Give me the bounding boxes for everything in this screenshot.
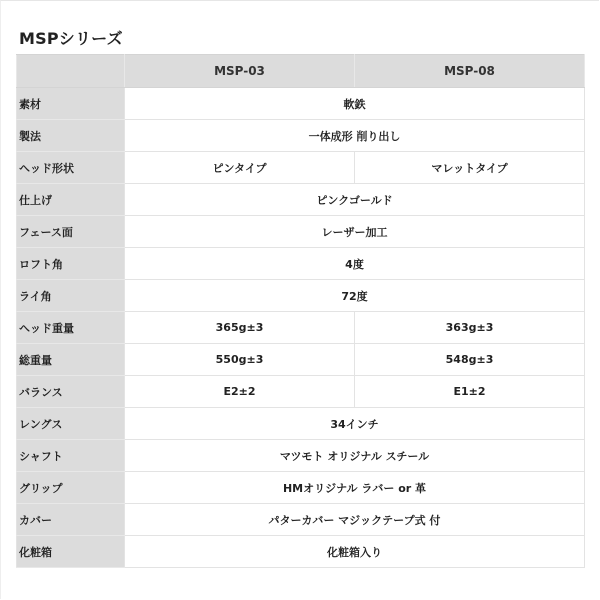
table-row-shaft — [17, 440, 585, 472]
header-corner-cell — [17, 55, 125, 88]
row-label: ヘッド重量 — [17, 312, 125, 344]
row-label: シャフト — [17, 440, 125, 472]
row-value: マツモト オリジナル スチール — [125, 440, 585, 472]
row-value: 72度 — [125, 280, 585, 312]
row-value-msp-08: 363g±3 — [355, 312, 585, 344]
row-label: ロフト角 — [17, 248, 125, 280]
row-label: 総重量 — [17, 344, 125, 376]
row-label: バランス — [17, 376, 125, 408]
table-row-loft — [17, 248, 585, 280]
page-title: MSPシリーズ — [19, 29, 123, 48]
table-row-grip — [17, 472, 585, 504]
table-row-face — [17, 216, 585, 248]
table-row-cover — [17, 504, 585, 536]
row-value: パターカバー マジックテープ式 付 — [125, 504, 585, 536]
table-row-total-weight — [17, 344, 585, 376]
row-label: 素材 — [17, 88, 125, 120]
header-model-msp-08: MSP-08 — [355, 55, 585, 88]
table-row-manufacturing — [17, 120, 585, 152]
table-row-gift-box — [17, 536, 585, 568]
row-label: 化粧箱 — [17, 536, 125, 568]
row-label: フェース面 — [17, 216, 125, 248]
row-value: HMオリジナル ラバー or 革 — [125, 472, 585, 504]
row-value: レーザー加工 — [125, 216, 585, 248]
row-value: 一体成形 削り出し — [125, 120, 585, 152]
row-value-msp-08: E1±2 — [355, 376, 585, 408]
row-value-msp-03: E2±2 — [125, 376, 355, 408]
row-value: 化粧箱入り — [125, 536, 585, 568]
table-row-head-shape — [17, 152, 585, 184]
row-value: 軟鉄 — [125, 88, 585, 120]
row-value: ピンクゴールド — [125, 184, 585, 216]
row-label: ヘッド形状 — [17, 152, 125, 184]
table-row-finish — [17, 184, 585, 216]
row-label: カバー — [17, 504, 125, 536]
table-header-row — [17, 55, 585, 88]
table-row-balance — [17, 376, 585, 408]
row-value-msp-03: 550g±3 — [125, 344, 355, 376]
row-label: レングス — [17, 408, 125, 440]
row-value-msp-08: 548g±3 — [355, 344, 585, 376]
row-value-msp-03: 365g±3 — [125, 312, 355, 344]
header-model-msp-03: MSP-03 — [125, 55, 355, 88]
table-row-lie — [17, 280, 585, 312]
row-value-msp-08: マレットタイプ — [355, 152, 585, 184]
row-value: 4度 — [125, 248, 585, 280]
row-label: ライ角 — [17, 280, 125, 312]
row-label: グリップ — [17, 472, 125, 504]
row-value: 34インチ — [125, 408, 585, 440]
table-row-material — [17, 88, 585, 120]
row-value-msp-03: ピンタイプ — [125, 152, 355, 184]
row-label: 製法 — [17, 120, 125, 152]
row-label: 仕上げ — [17, 184, 125, 216]
table-row-head-weight — [17, 312, 585, 344]
table-row-length — [17, 408, 585, 440]
spec-table — [16, 54, 585, 568]
